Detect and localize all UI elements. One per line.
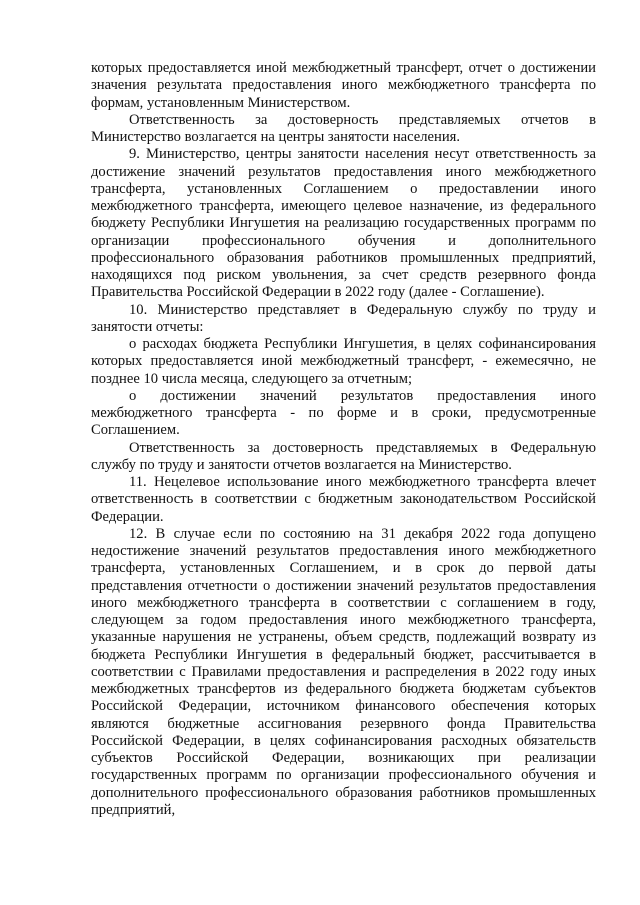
paragraph-responsibility-centers: Ответственность за достоверность представляемых отчетов в Министерство возлагается на центры занятости населения.	[91, 111, 596, 145]
paragraph-item-12: 12. В случае если по состоянию на 31 декабря 2022 года допущено недостижение значений результатов предоставления иного межбюджетного трансферта, установленных Соглашением, и в срок до первой даты представления отчетности о достижении значений результатов предоставления иного межбюджетного трансферта в соответствии с соглашением в году, следующем за годом предоставления иного межбюджетного трансферта, указанные нарушения не устранены, объем средств, подлежащий возврату из бюджета Республики Ингушетия в федеральный бюджет, рассчитывается в соответствии с Правилами предоставления и распределения в 2022 году иных межбюджетных трансфертов из федерального бюджета бюджетам субъектов Российской Федерации, источником финансового обеспечения которых являются бюджетные ассигнования резервного фонда Правительства Российской Федерации, в целях софинансирования расходных обязательств субъектов Российской Федерации, возникающих при реализации государственных программ по организации профессионального обучения и дополнительного профессионального образования работников промышленных предприятий,	[91, 525, 596, 818]
paragraph-continuation: которых предоставляется иной межбюджетный трансферт, отчет о достижении значения результата предоставления иного межбюджетного трансферта по формам, установленным Министерством.	[91, 60, 596, 111]
document-body	[91, 60, 596, 819]
paragraph-report-expenses: о расходах бюджета Республики Ингушетия, в целях софинансирования которых предоставляется иной межбюджетный трансферт, - ежемесячно, не позднее 10 числа месяца, следующего за отчетным;	[91, 336, 596, 387]
paragraph-item-10: 10. Министерство представляет в Федеральную службу по труду и занятости отчеты:	[91, 301, 596, 335]
paragraph-responsibility-ministry: Ответственность за достоверность представляемых в Федеральную службу по труду и занятости отчетов возлагается на Министерство.	[91, 439, 596, 473]
paragraph-item-9: 9. Министерство, центры занятости населения несут ответственность за достижение значений результатов предоставления иного межбюджетного трансферта, установленных Соглашением о предоставлении иного межбюджетного трансферта, имеющего целевое назначение, из федерального бюджету Республики Ингушетия на реализацию государственных программ по организации профессионального обучения и дополнительного профессионального образования работников промышленных предприятий, находящихся под риском увольнения, за счет средств резервного фонда Правительства Российской Федерации в 2022 году (далее - Соглашение).	[91, 146, 596, 301]
paragraph-item-11: 11. Нецелевое использование иного межбюджетного трансферта влечет ответственность в соответствии с бюджетным законодательством Российской Федерации.	[91, 474, 596, 525]
paragraph-report-results: о достижении значений результатов предоставления иного межбюджетного трансферта - по форме и в сроки, предусмотренные Соглашением.	[91, 387, 596, 439]
